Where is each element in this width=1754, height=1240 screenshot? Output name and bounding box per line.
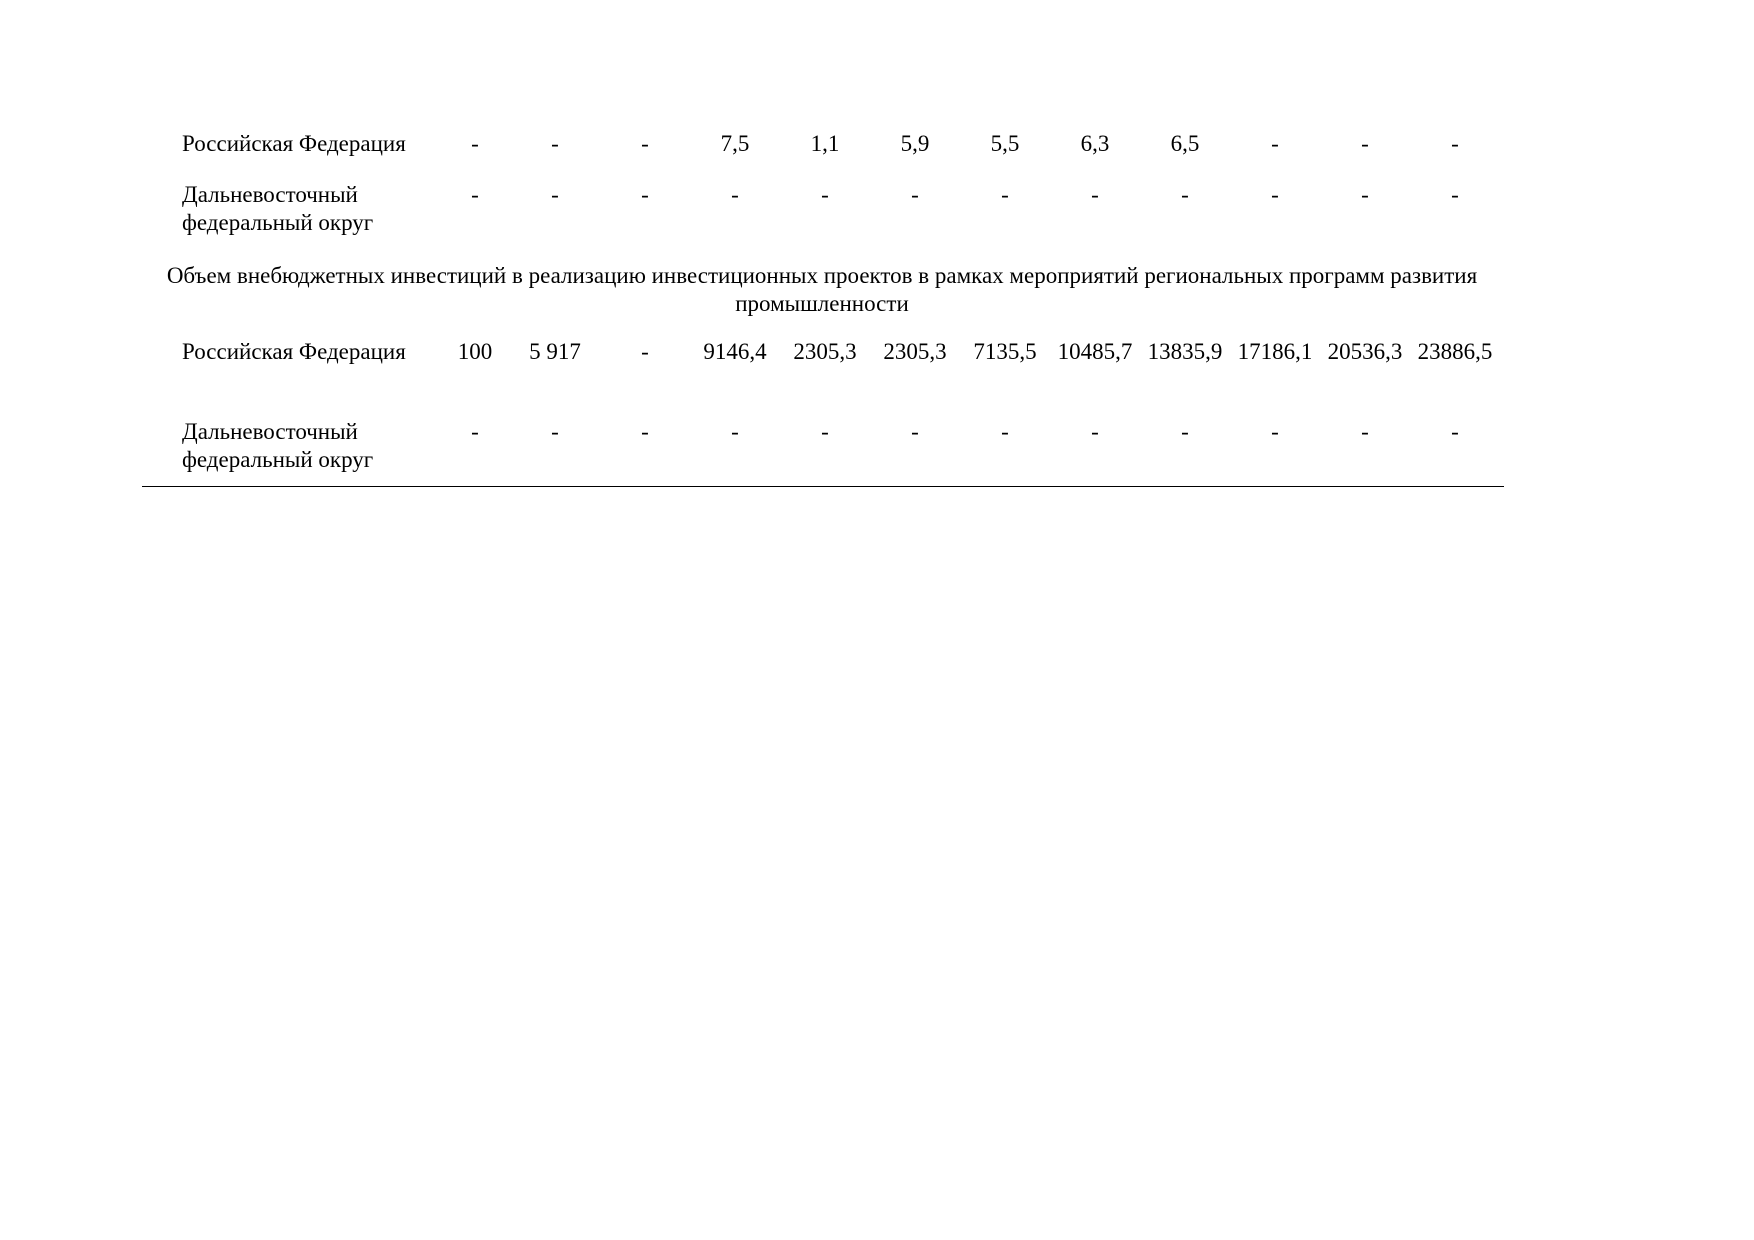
table-cell: 100 bbox=[457, 339, 493, 364]
row-label: Дальневосточный федеральный округ bbox=[182, 182, 374, 235]
table-cell: - bbox=[471, 419, 479, 444]
table-cell: - bbox=[551, 131, 559, 156]
table-cell: - bbox=[641, 339, 649, 364]
table-cell: - bbox=[1271, 419, 1279, 444]
table-cell: - bbox=[911, 182, 919, 207]
table-cell: - bbox=[1091, 182, 1099, 207]
table-cell: - bbox=[471, 182, 479, 207]
table-cell: - bbox=[1001, 182, 1009, 207]
table-cell: - bbox=[641, 419, 649, 444]
table-cell: - bbox=[641, 182, 649, 207]
table-cell: 23886,5 bbox=[1417, 339, 1493, 364]
row-label: Российская Федерация bbox=[182, 131, 406, 156]
table-cell: - bbox=[911, 419, 919, 444]
table-cell: - bbox=[551, 182, 559, 207]
row-label: Дальневосточный федеральный округ bbox=[182, 419, 374, 472]
table-cell: 9146,4 bbox=[703, 339, 767, 364]
table-cell: 6,5 bbox=[1170, 131, 1200, 156]
row-label: Российская Федерация bbox=[182, 339, 406, 364]
table-cell: - bbox=[1271, 182, 1279, 207]
table-cell: - bbox=[1181, 419, 1189, 444]
table-cell: - bbox=[731, 182, 739, 207]
table-cell: 20536,3 bbox=[1327, 339, 1403, 364]
table-cell: - bbox=[551, 419, 559, 444]
table-cell: 6,3 bbox=[1080, 131, 1110, 156]
table-cell: 1,1 bbox=[810, 131, 840, 156]
table-cell: 10485,7 bbox=[1057, 339, 1133, 364]
table-cell: - bbox=[731, 419, 739, 444]
table-cell: - bbox=[1181, 182, 1189, 207]
table-cell: 13835,9 bbox=[1147, 339, 1223, 364]
table-cell: - bbox=[641, 131, 649, 156]
table-cell: - bbox=[471, 131, 479, 156]
table-cell: 7,5 bbox=[720, 131, 750, 156]
section-title: Объем внебюджетных инвестиций в реализацию инвестиционных проектов в рамках мероприятий региональных программ развития промышленности bbox=[166, 263, 1478, 316]
table-cell: - bbox=[821, 182, 829, 207]
table-cell: - bbox=[1451, 131, 1459, 156]
table-cell: 5,9 bbox=[900, 131, 930, 156]
table-cell: - bbox=[1361, 182, 1369, 207]
table-cell: - bbox=[1361, 131, 1369, 156]
table-cell: 5 917 bbox=[529, 339, 581, 364]
table-cell: 2305,3 bbox=[793, 339, 857, 364]
table-cell: 5,5 bbox=[990, 131, 1020, 156]
table-cell: 7135,5 bbox=[973, 339, 1037, 364]
table-bottom-rule bbox=[142, 486, 1504, 487]
table-cell: - bbox=[1271, 131, 1279, 156]
table-cell: 2305,3 bbox=[883, 339, 947, 364]
table-cell: - bbox=[821, 419, 829, 444]
table-cell: - bbox=[1001, 419, 1009, 444]
table-cell: - bbox=[1091, 419, 1099, 444]
table-cell: - bbox=[1451, 419, 1459, 444]
table-cell: 17186,1 bbox=[1237, 339, 1313, 364]
table-cell: - bbox=[1451, 182, 1459, 207]
table-cell: - bbox=[1361, 419, 1369, 444]
